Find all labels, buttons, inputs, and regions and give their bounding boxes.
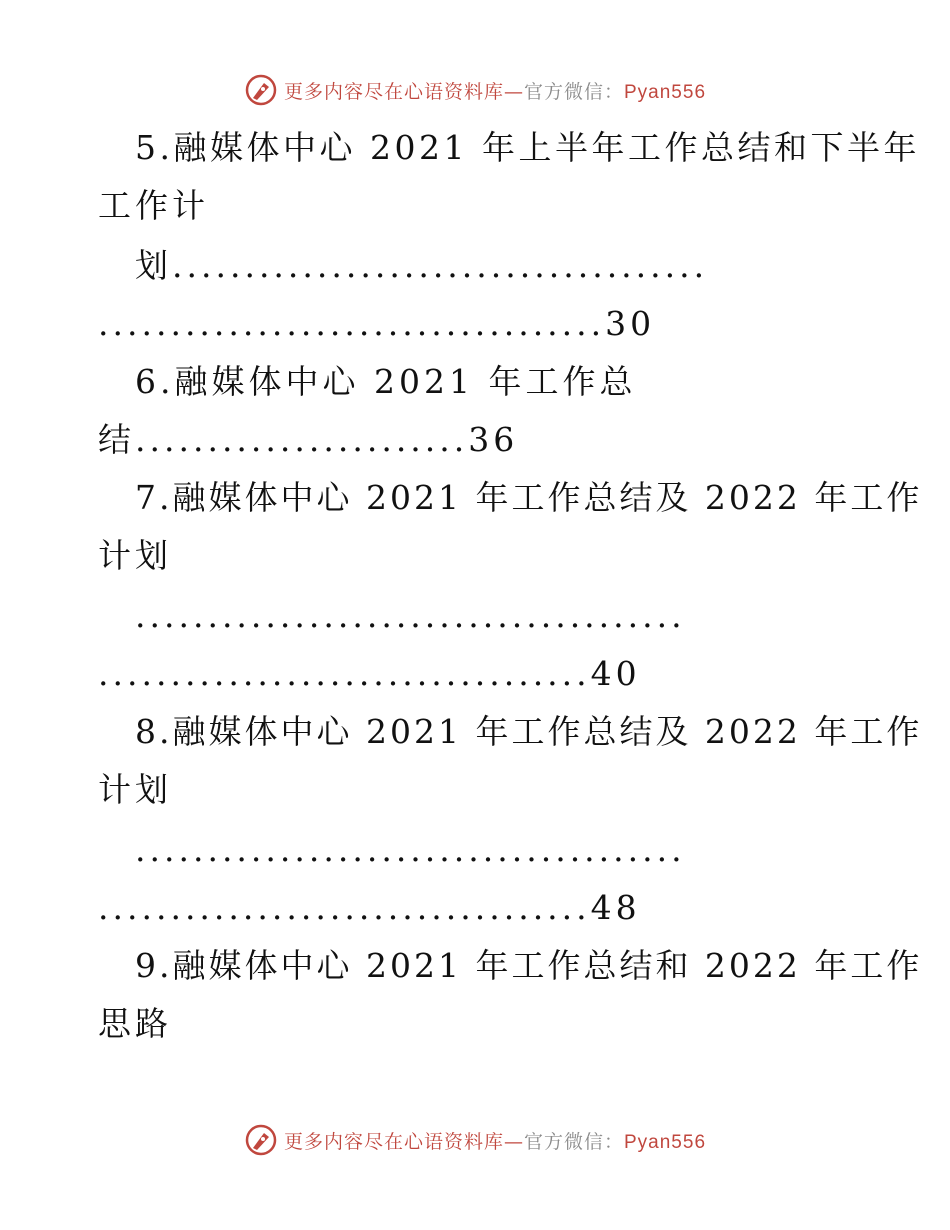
toc-entry-7-line-2: 计划 xyxy=(98,536,172,575)
toc-entry-5-line-1: 5.融媒体中心 2021 年上半年工作总结和下半年 xyxy=(135,128,920,167)
header-wechat-id: Pyan556 xyxy=(624,81,707,103)
toc-entry-9-line-2: 思路 xyxy=(98,1004,172,1043)
pen-nib-logo-icon xyxy=(244,73,278,107)
toc-entry-6-line-1: 6.融媒体中心 2021 年工作总 xyxy=(135,362,637,401)
toc-entry-5-line-3: 划..................................... xyxy=(135,246,709,285)
footer-wechat-id: Pyan556 xyxy=(624,1131,707,1153)
header-wechat-label: 官方微信： xyxy=(523,80,624,103)
toc-entry-8-line-3: ...................................... xyxy=(135,830,686,869)
toc-entry-8-line-2: 计划 xyxy=(98,770,172,809)
toc-entry-7-line-4: ..................................40 xyxy=(98,654,641,693)
header-brand: 更多内容尽在心语资料库— xyxy=(283,80,524,103)
toc-entry-5-line-2: 工作计 xyxy=(98,186,209,225)
toc-entry-7-line-1: 7.融媒体中心 2021 年工作总结及 2022 年工作 xyxy=(135,478,923,517)
toc-entry-8-line-4: ..................................48 xyxy=(98,888,641,927)
header-banner-text xyxy=(284,77,706,104)
footer-wechat-label: 官方微信： xyxy=(523,1130,624,1153)
toc-entry-8-line-1: 8.融媒体中心 2021 年工作总结及 2022 年工作 xyxy=(135,712,923,751)
pen-nib-logo-icon xyxy=(244,1123,278,1157)
header-banner xyxy=(0,70,950,110)
toc-entry-7-line-3: ...................................... xyxy=(135,596,686,635)
footer-banner xyxy=(0,1120,950,1160)
toc-entry-9-line-1: 9.融媒体中心 2021 年工作总结和 2022 年工作 xyxy=(135,946,923,985)
toc-entry-6-line-2: 结.......................36 xyxy=(98,420,519,459)
footer-brand: 更多内容尽在心语资料库— xyxy=(283,1130,524,1153)
toc-entry-5-line-4: ...................................30 xyxy=(98,304,656,343)
footer-banner-text xyxy=(284,1127,706,1154)
